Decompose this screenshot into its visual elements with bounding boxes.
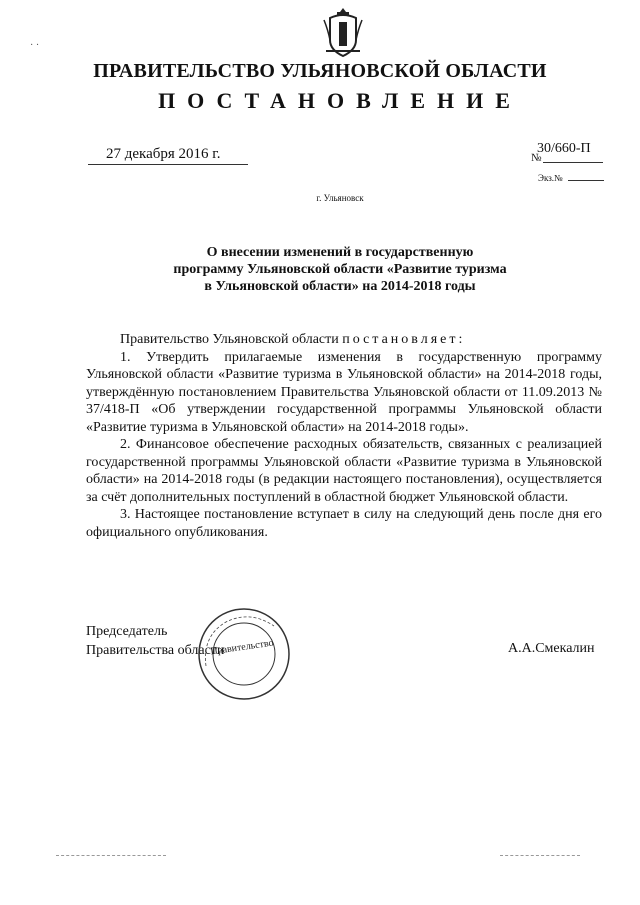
number-sign: № xyxy=(531,152,542,164)
decree-date: 27 декабря 2016 г. xyxy=(88,146,248,165)
scan-artifact-line xyxy=(56,855,166,856)
intro-prefix: Правительство Ульяновской области xyxy=(120,332,339,347)
decree-title: ПОСТАНОВЛЕНИЕ xyxy=(158,88,522,113)
signer-title-line: Председатель xyxy=(86,624,168,639)
decree-number: 30/660-П xyxy=(537,141,591,156)
heading-line: программу Ульяновской области «Развитие туризма xyxy=(173,262,507,277)
scan-artifact-line xyxy=(500,855,580,856)
intro-paragraph xyxy=(86,331,602,349)
city: г. Ульяновск xyxy=(316,193,364,203)
scan-artifact: · · xyxy=(30,40,40,51)
coat-of-arms-icon xyxy=(322,6,364,58)
decree-heading xyxy=(120,244,560,295)
decree-body xyxy=(86,331,602,541)
item-3: 3. Настоящее постановление вступает в силу на следующий день после дня его официального опубликования. xyxy=(86,507,602,540)
number-underline xyxy=(543,162,603,163)
heading-line: О внесении изменений в государственную xyxy=(206,245,474,260)
copy-underline xyxy=(568,180,604,181)
item-2: 2. Финансовое обеспечение расходных обязательств, связанных с реализацией государственной программы Ульяновской области «Развитие туризма в Ульяновской области» на 2014-2018 годы (в редакции настоящего постановления), осуществляется за счёт дополнительных поступлений в областной бюджет Ульяновской области. xyxy=(86,437,602,505)
copy-label: Экз.№ xyxy=(538,173,563,183)
intro-verb: постановляет: xyxy=(342,332,466,347)
government-title: ПРАВИТЕЛЬСТВО УЛЬЯНОВСКОЙ ОБЛАСТИ xyxy=(93,60,547,82)
stamp-label: Правительство xyxy=(209,637,275,658)
heading-line: в Ульяновской области» на 2014-2018 годы xyxy=(204,279,476,294)
item-1: 1. Утвердить прилагаемые изменения в государственную программу Ульяновской области «Развитие туризма в Ульяновской области» на 2014-2018 годы, утверждённую постановлением Правительства Ульяновской области от 11.09.2013 № 37/418-П «Об утверждении государственной программы Ульяновской области «Развитие туризма в Ульяновской области» на 2014-2018 годы». xyxy=(86,349,602,435)
signer-name: А.А.Смекалин xyxy=(508,641,595,656)
signer-title-line: Правительства области xyxy=(86,643,225,658)
